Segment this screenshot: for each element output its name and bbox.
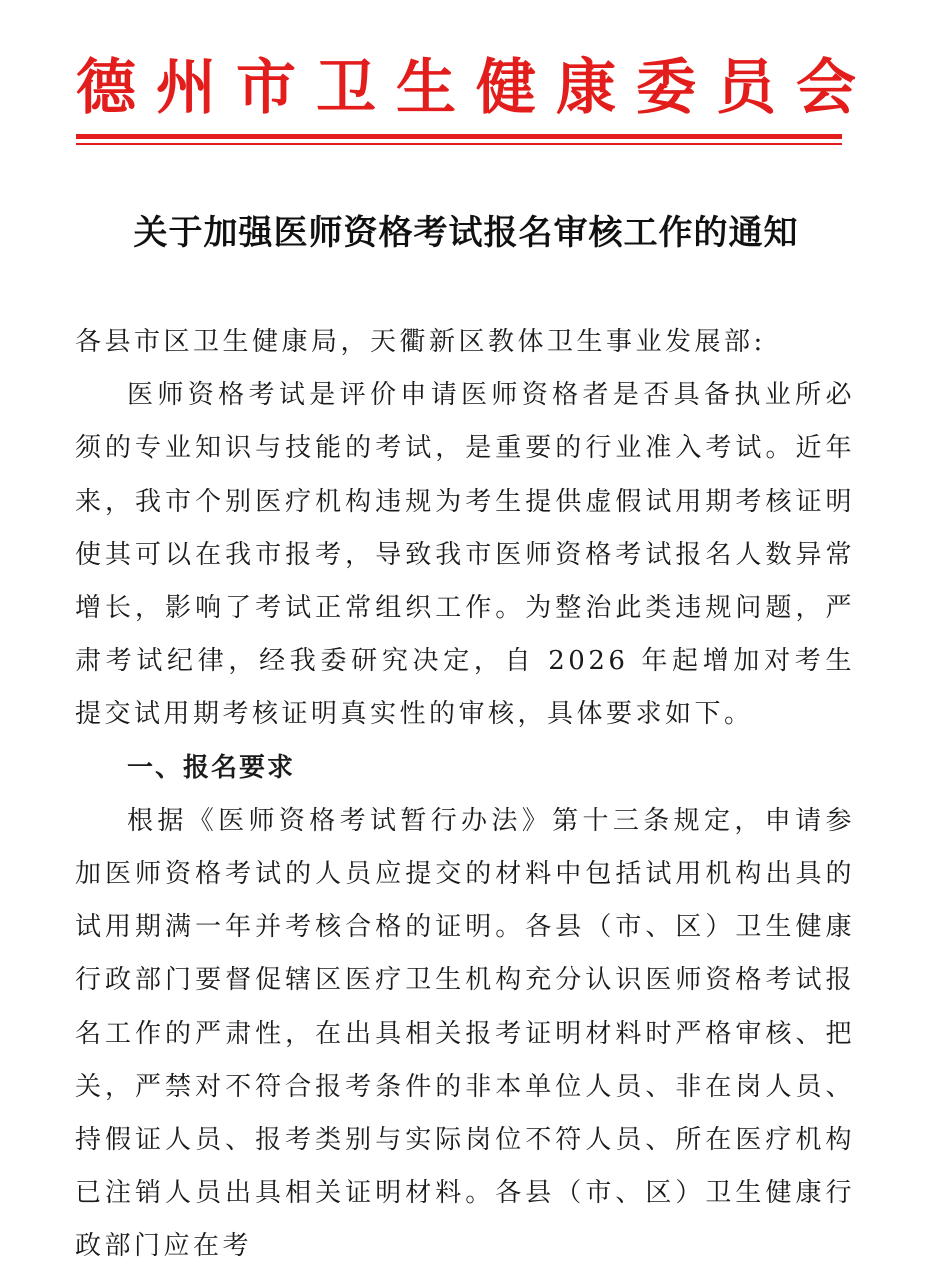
section-1-paragraph: 根据《医师资格考试暂行办法》第十三条规定，申请参加医师资格考试的人员应提交的材料中包括试用机构出具的试用期满一年并考核合格的证明。各县（市、区）卫生健康行政部门要督促辖区医疗卫生机构充分认识医师资格考试报名工作的严肃性，在出具相关报考证明材料时严格审核、把关，严禁对不符合报考条件的非本单位人员、非在岗人员、持假证人员、报考类别与实际岗位不符人员、所在医疗机构已注销人员出具相关证明材料。各县（市、区）卫生健康行政部门应在考: [75, 805, 855, 1262]
intro-paragraph: 医师资格考试是评价申请医师资格者是否具备执业所必须的专业知识与技能的考试，是重要的行业准入考试。近年来，我市个别医疗机构违规为考生提供虚假试用期考核证明使其可以在我市报考，导致我市医师资格考试报名人数异常增长，影响了考试正常组织工作。为整治此类违规问题，严肃考试纪律，经我委研究决定，自 2026 年起增加对考生提交试用期考核证明真实性的审核，具体要求如下。: [75, 380, 855, 730]
letterhead-org-name: 德州市卫生健康委员会: [76, 53, 876, 123]
document-title: 关于加强医师资格考试报名审核工作的通知: [133, 213, 799, 253]
letterhead-red-rule-thin: [76, 143, 842, 145]
letterhead-red-rule-thick: [76, 134, 842, 139]
section-heading-1: 一、报名要求: [127, 752, 296, 783]
document-body: [75, 316, 855, 1274]
salutation: 各县市区卫生健康局，天衢新区教体卫生事业发展部:: [75, 327, 766, 357]
